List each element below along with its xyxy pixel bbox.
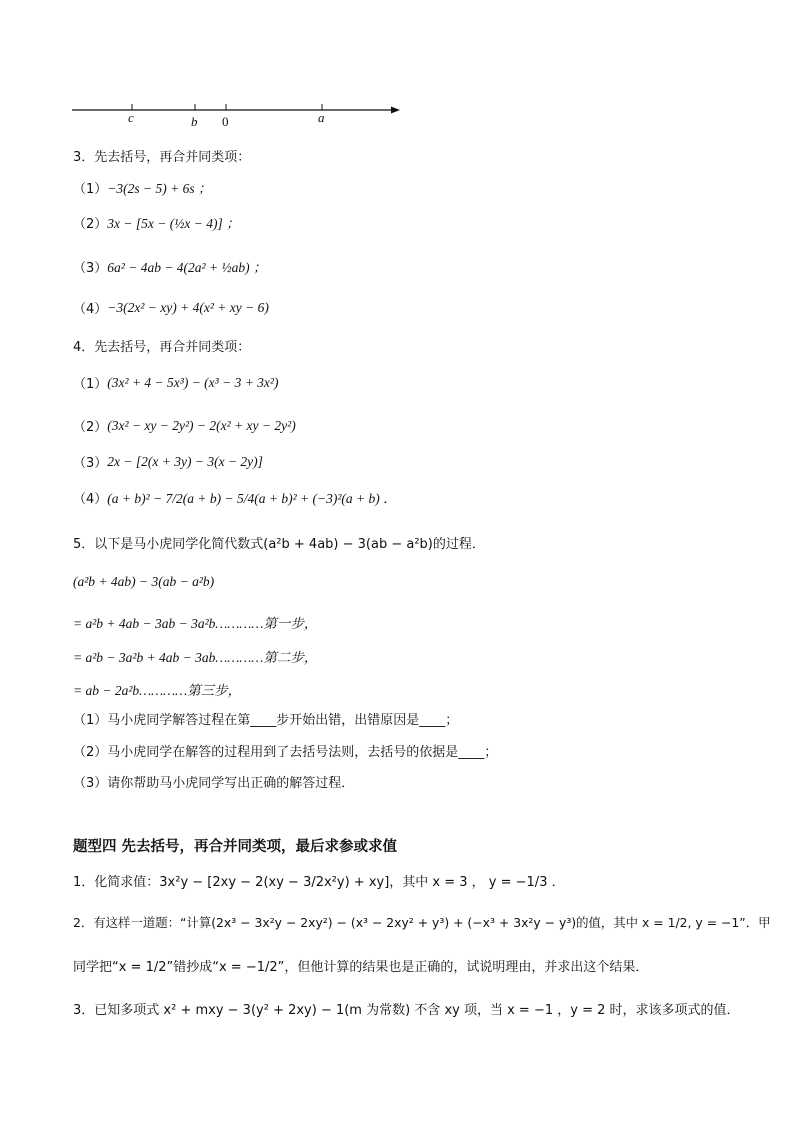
number-line [60, 98, 410, 130]
q4-item-2 [73, 416, 296, 435]
q4-item-1-expr: (3x² + 4 − 5x³) − (x³ − 3 + 3x²) [107, 374, 279, 390]
q3-heading: 3．先去括号，再合并同类项： [73, 150, 251, 165]
section4-problem-1: 1．化简求值：3x²y − [2xy − 2(xy − 3/2x²y) + xy]，其中 x = 3 ， y = −1/3 ． [73, 875, 565, 890]
q5-sub-3: （3）请你帮助马小虎同学写出正确的解答过程． [73, 776, 355, 791]
q3-item-4-expr: −3(2x² − xy) + 4(x² + xy − 6) [107, 299, 269, 315]
q5-line-0: (a²b + 4ab) − 3(ab − a²b) [73, 574, 215, 589]
q4-item-4-num: （4） [73, 491, 108, 507]
section-title: 题型四 先去括号，再合并同类项，最后求参或求值 [73, 838, 398, 855]
q4-item-1-num: （1） [73, 377, 108, 392]
q4-item-3-expr: 2x − [2(x + 3y) − 3(x − 2y)] [107, 453, 263, 469]
q3-item-3-num: （3） [73, 260, 108, 276]
q4-item-4 [73, 487, 397, 507]
number-line-label-a: a [318, 110, 325, 125]
section4-problem-2-line-2: 同学把“x = 1/2”错抄成“x = −1/2”，但他计算的结果也是正确的，试说明理由，并求出这个结果． [73, 960, 649, 975]
q4-item-2-num: （2） [73, 420, 108, 435]
q3-item-2-num: （2） [73, 216, 108, 232]
q3-item-2-expr: 3x − [5x − (½x − 4)] ； [107, 216, 240, 231]
q3-item-1-num: （1） [73, 181, 108, 197]
q4-item-1 [73, 373, 278, 392]
q5-line-2: = a²b − 3a²b + 4ab − 3ab…………第二步， [73, 650, 318, 665]
q4-heading: 4．先去括号，再合并同类项： [73, 340, 251, 355]
number-line-label-zero: 0 [222, 114, 229, 129]
q3-item-3 [73, 256, 266, 276]
q5-line-1: = a²b + 4ab − 3ab − 3a²b…………第一步， [73, 616, 318, 631]
q4-item-4-expr: (a + b)² − 7/2(a + b) − 5/4(a + b)² + (−3)²(a + b) ． [107, 491, 397, 506]
q3-item-4 [73, 298, 269, 317]
q3-item-3-expr: 6a² − 4ab − 4(2a² + ½ab) ； [107, 260, 267, 275]
q5-sub-2: （2）马小虎同学在解答的过程用到了去括号法则，去括号的依据是____； [73, 745, 498, 760]
section4-problem-2-line-1: 2．有这样一道题：“计算(2x³ − 3x²y − 2xy²) − (x³ − 2xy² + y³) + (−x³ + 3x²y − y³)的值，其中 x = 1/2, y = −1”．甲 [73, 915, 771, 930]
section4-problem-3: 3．已知多项式 x² + mxy − 3(y² + 2xy) − 1(m 为常数) 不含 xy 项，当 x = −1 ，y = 2 时，求该多项式的值． [73, 1003, 740, 1018]
q5-heading: 5．以下是马小虎同学化简代数式(a²b + 4ab) − 3(ab − a²b)的过程． [73, 537, 485, 552]
q5-sub-1: （1）马小虎同学解答过程在第____步开始出错，出错原因是____； [73, 713, 459, 728]
q5-line-3: = ab − 2a²b…………第三步， [73, 683, 242, 698]
q4-item-3-num: （3） [73, 456, 108, 471]
number-line-label-c: c [128, 110, 134, 125]
number-line-label-b: b [191, 114, 198, 129]
q4-item-3 [73, 452, 263, 471]
q3-item-1 [73, 177, 211, 197]
q3-item-2 [73, 212, 240, 232]
q4-item-2-expr: (3x² − xy − 2y²) − 2(x² + xy − 2y²) [107, 417, 296, 433]
q3-item-4-num: （4） [73, 302, 108, 317]
q3-item-1-expr: −3(2s − 5) + 6s ； [107, 181, 212, 196]
